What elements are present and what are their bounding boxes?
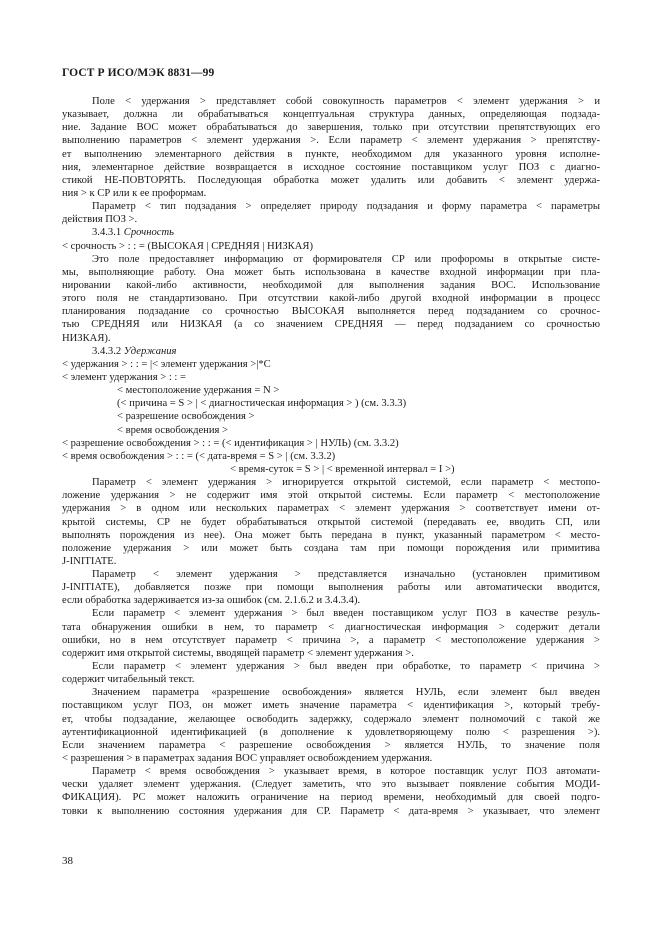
text-line: ния > к СР или к ее проформам.	[62, 187, 207, 199]
text-line: Если параметр < элемент удержания > был введен поставщиком услуг ПОЗ в качестве резуль-	[92, 608, 600, 620]
text-line: < разрешение освобождения >	[117, 411, 255, 423]
text-line: нировании какой-либо активности, необходимой для выполнения задания ВОС. Использование	[62, 279, 600, 291]
text-line: мы, выполняющие работу. Она может быть использована в качестве входной информации при пла-	[62, 266, 600, 278]
text-line: Параметр < элемент удержания > представляется изначально (установлен примитивом	[92, 569, 600, 581]
text-line: Параметр < элемент удержания > игнорируется открытой системой, если параметр < местопо-	[92, 477, 600, 489]
text-line: < удержания > : : = |< элемент удержания >|*С	[62, 358, 271, 370]
text-line: < время-суток = S > | < временной интервал = I >)	[230, 463, 455, 475]
section-title: Срочность	[123, 227, 174, 239]
text-line: J-INITIATE.	[62, 555, 117, 567]
document-body	[62, 95, 600, 818]
text-line: действия ПОЗ >.	[62, 214, 138, 226]
text-line: < срочность > : : = (ВЫСОКАЯ | СРЕДНЯЯ | НИЗКАЯ)	[62, 240, 313, 252]
text-line: < время освобождения > : : = (< дата-время = S > | (см. 3.3.2)	[62, 450, 336, 462]
text-line: поставщиком услуг ПОЗ, он может иметь значение параметра < идентификация >, который требу-	[62, 700, 600, 712]
text-line: ние. Задание ВОС может обрабатываться до завершения, только при отсутствии препятствующих его	[62, 122, 600, 134]
text-line: если обработка задерживается из-за ошибок (см. 2.1.6.2 и 3.4.3.4).	[62, 595, 361, 607]
text-line: ет выполнению элементарного действия в пункте, необходимом для указанного уровня исполне-	[62, 148, 600, 160]
text-line: J-INITIATE), добавляется позже при помощи выполнения работы или автоматически вводится,	[62, 582, 600, 594]
text-line: крытой системы, СР не будет обрабатываться открытой системой (передавать ее, вводить СП, или	[62, 516, 600, 528]
text-line: Параметр < тип подзадания > определяет природу подзадания и форму параметра < параметры	[92, 201, 600, 213]
text-line: Поле < удержания > представляет собой совокупность параметров < элемент удержания > и	[92, 96, 600, 107]
text-line: < разрешения > в параметрах задания ВОС управляет освобождением удержания.	[62, 753, 433, 765]
text-line: ложение удержания > не содержит имя этой открытой системы. Если параметр < местоположение	[62, 490, 600, 502]
text-line: аутентификационной идентификацией (в дополнение к удовлетворяющему полю < разрешения >).	[62, 726, 600, 738]
text-line: < разрешение освобождения > : : = (< идентификация > | НУЛЬ) (см. 3.3.2)	[62, 437, 399, 449]
text-line: Если значением параметра < разрешение освобождения > является НУЛЬ, то значение поля	[62, 739, 600, 751]
text-line: ет, чтобы подзадание, желающее освободить задержку, содержало элемент полномочий с такой же	[62, 713, 600, 725]
text-line	[62, 345, 600, 358]
section-number: 3.4.3.1	[92, 227, 124, 239]
text-line: указывает, должна ли обрабатываться концептуальная структура данных, определяющая подзада-	[62, 109, 600, 121]
text-line: тата обнаружения ошибки в нем, то параметр < диагностическая информация > содержит детали	[62, 621, 600, 633]
text-line: (< причина = S > | < диагностическая информация > ) (см. 3.3.3)	[117, 398, 407, 410]
text-line: НИЗКАЯ).	[62, 332, 111, 344]
text-line: < элемент удержания > : : =	[62, 371, 187, 383]
text-line: этого поля не стандартизовано. При отсутствии какой-либо другой входной информации в процесс	[62, 293, 600, 305]
text-line: < время освобождения >	[117, 424, 229, 436]
text-line: Значением параметра «разрешение освобождения» является НУЛЬ, если элемент был введен	[92, 687, 600, 699]
text-line: планирования подзадание со срочностью ВЫСОКАЯ выполняется перед подзаданием со срочнос-	[62, 306, 600, 318]
text-line	[62, 226, 600, 239]
text-line: выполнению параметров < элемент удержания >. Если параметр < элемент удержания > препятству-	[62, 135, 600, 147]
text-line: < местоположение удержания = N >	[117, 385, 280, 397]
section-title: Удержания	[123, 345, 177, 357]
text-line: стикой НЕ-ПОВТОРЯТЬ. Последующая обработка может удалить или добавить < элемент удержа-	[62, 174, 600, 186]
document-header: ГОСТ Р ИСО/МЭК 8831—99	[62, 67, 215, 79]
text-line: выполнять порождения из нее). Она может быть передана в пункт, указанный параметром < место-	[62, 529, 600, 541]
text-line: ния, элементарное действие возвращается в исходное состояние поставщиком услуг ПОЗ с диагно-	[62, 161, 600, 173]
text-line: товки к выполнению состояния удержания для СР. Параметр < дата-время > указывает, что элемент	[62, 805, 600, 817]
text-line: содержит имя открытой системы, вводящей параметр < элемент удержания >.	[62, 647, 414, 659]
page-number: 38	[62, 855, 73, 867]
text-line: чески удаляет элемент удержания. (Следует заметить, что это вызывает появление события МОДИ-	[62, 779, 600, 791]
text-line: удержания > в одном или нескольких параметрах < элемент удержания > соответствует имени от-	[62, 503, 600, 515]
text-line: Это поле предоставляет информацию от формирователя СР или профоромы в открытые систе-	[92, 253, 600, 265]
text-line: Если параметр < элемент удержания > был введен при обработке, то параметр < причина >	[92, 661, 600, 673]
text-line: ФИКАЦИЯ). РС может наложить ограничение на период времени, необходимый для своей подго-	[62, 792, 600, 804]
text-line: положение удержания > или может быть создана там при помощи порождения или примитива	[62, 542, 600, 554]
text-line: тью СРЕДНЯЯ или НИЗКАЯ (а со значением СРЕДНЯЯ — перед подзаданием со срочностью	[62, 319, 600, 331]
text-line: ошибки, но в нем отсутствует параметр < причина >, а параметр < местоположение удержания >	[62, 634, 600, 646]
section-number: 3.4.3.2	[92, 345, 124, 357]
text-line: Параметр < время освобождения > указывает время, в которое поставщик услуг ПОЗ автомати-	[92, 766, 600, 778]
text-line: содержит читабельный текст.	[62, 674, 195, 686]
